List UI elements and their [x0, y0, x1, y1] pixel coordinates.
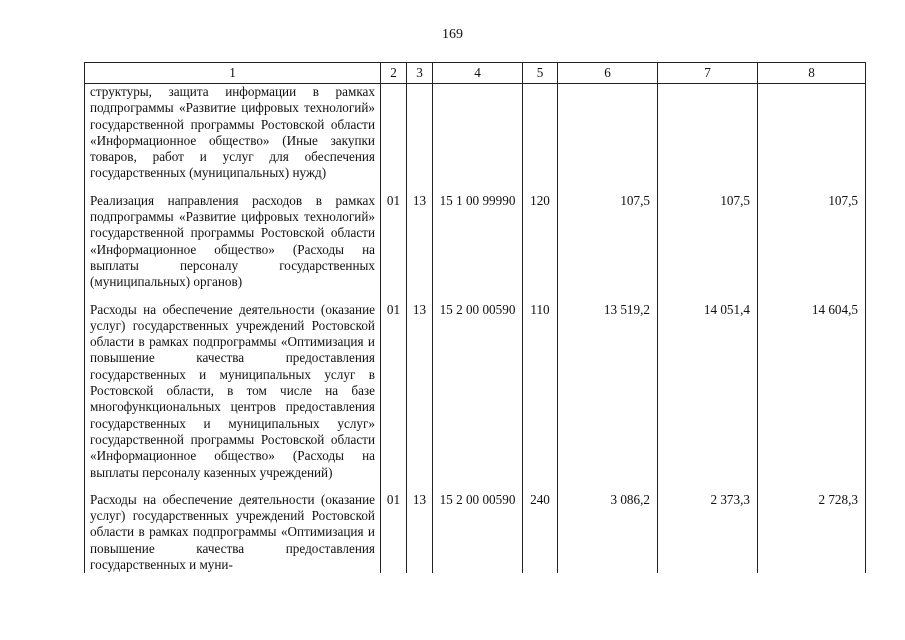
row-section-code: 01: [381, 302, 407, 492]
column-header-8: 8: [758, 63, 866, 84]
table-header-row: [85, 63, 866, 84]
row-amount-year-1: 3 086,2: [558, 492, 658, 573]
column-header-4: 4: [433, 63, 523, 84]
column-header-2: 2: [381, 63, 407, 84]
row-subsection-code: [407, 84, 433, 193]
row-expense-type: 120: [523, 193, 558, 302]
page-number: 169: [442, 27, 463, 42]
row-expense-type: [523, 84, 558, 193]
column-header-1: 1: [85, 63, 381, 84]
row-target-code: 15 2 00 00590: [433, 492, 523, 573]
row-expense-type: 240: [523, 492, 558, 573]
row-target-code: [433, 84, 523, 193]
row-section-code: 01: [381, 193, 407, 302]
row-section-code: [381, 84, 407, 193]
row-amount-year-3: 107,5: [758, 193, 866, 302]
row-amount-year-2: 107,5: [658, 193, 758, 302]
row-description: структуры, защита информации в рамках подпрограммы «Развитие цифровых технологий» государственной программы Ростовской области «Информационное общество» (Иные закупки товаров, работ и услуг для обеспечения государственных (муниципальных) нужд): [85, 84, 381, 193]
column-header-7: 7: [658, 63, 758, 84]
column-header-5: 5: [523, 63, 558, 84]
row-target-code: 15 1 00 99990: [433, 193, 523, 302]
row-amount-year-1: 13 519,2: [558, 302, 658, 492]
row-subsection-code: 13: [407, 492, 433, 573]
column-header-3: 3: [407, 63, 433, 84]
table-row: [85, 302, 866, 492]
table-row: [85, 193, 866, 302]
row-section-code: 01: [381, 492, 407, 573]
row-description: Расходы на обеспечение деятельности (оказание услуг) государственных учреждений Ростовской области в рамках подпрограммы «Оптимизация и повышение качества предоставления государственных и муниципальных услуг в Ростовской области, в том числе на базе многофункциональных центров предоставления государственных и муниципальных услуг» государственной программы Ростовской области «Информационное общество» (Расходы на выплаты персоналу казенных учреждений): [85, 302, 381, 492]
budget-table: [84, 62, 866, 573]
row-amount-year-2: 2 373,3: [658, 492, 758, 573]
row-amount-year-2: 14 051,4: [658, 302, 758, 492]
table-row: [85, 84, 866, 193]
row-subsection-code: 13: [407, 193, 433, 302]
row-amount-year-2: [658, 84, 758, 193]
row-subsection-code: 13: [407, 302, 433, 492]
row-amount-year-1: [558, 84, 658, 193]
row-description: Реализация направления расходов в рамках подпрограммы «Развитие цифровых технологий» государственной программы Ростовской области «Информационное общество» (Расходы на выплаты персоналу государственных (муниципальных) органов): [85, 193, 381, 302]
row-amount-year-3: 2 728,3: [758, 492, 866, 573]
row-target-code: 15 2 00 00590: [433, 302, 523, 492]
column-header-6: 6: [558, 63, 658, 84]
row-expense-type: 110: [523, 302, 558, 492]
row-amount-year-3: [758, 84, 866, 193]
table-row: [85, 492, 866, 573]
row-amount-year-1: 107,5: [558, 193, 658, 302]
row-description: Расходы на обеспечение деятельности (оказание услуг) государственных учреждений Ростовской области в рамках подпрограммы «Оптимизация и повышение качества предоставления государственных и муни-: [85, 492, 381, 573]
row-amount-year-3: 14 604,5: [758, 302, 866, 492]
